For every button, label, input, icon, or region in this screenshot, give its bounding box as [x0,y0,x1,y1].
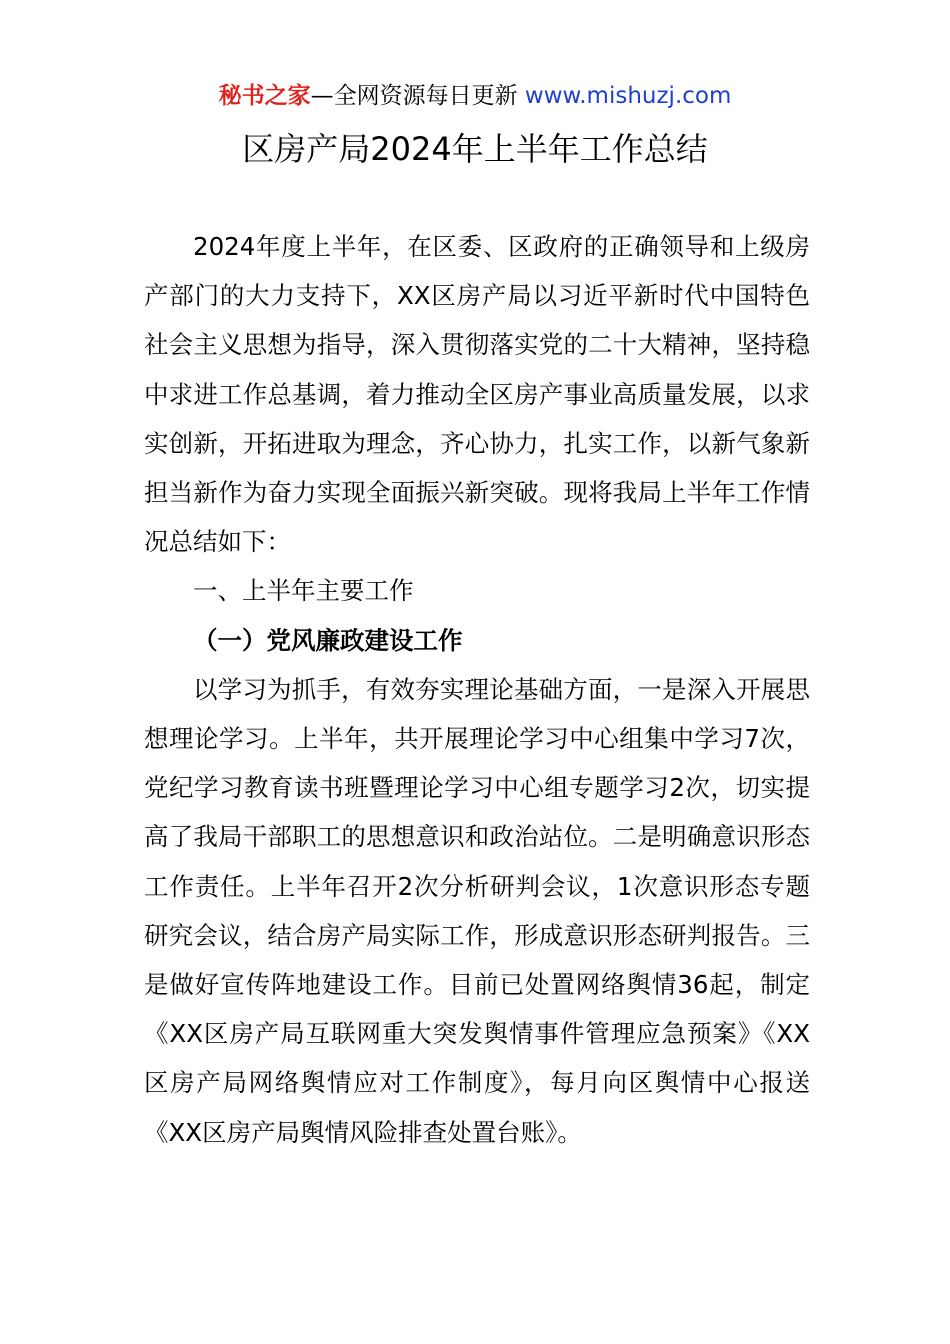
document-title: 区房产局2024年上半年工作总结 [242,130,708,168]
subsection-paragraph: 以学习为抓手，有效夯实理论基础方面，一是深入开展思想理论学习。上半年，共开展理论学习中心组集中学习7次，党纪学习教育读书班暨理论学习中心组专题学习2次，切实提高了我局干部职工的思想意识和政治站位。二是明确意识形态工作责任。上半年召开2次分析研判会议，1次意识形态专题研究会议，结合房产局实际工作，形成意识形态研判报告。三是做好宣传阵地建设工作。目前已处置网络舆情36起，制定《XX区房产局互联网重大突发舆情事件管理应急预案》《XX区房产局网络舆情应对工作制度》，每月向区舆情中心报送《XX区房产局舆情风险排查处置台账》。 [144,674,810,1147]
subsection-heading: （一）党风廉政建设工作 [193,625,463,655]
brand-name: 秘书之家 [218,83,311,109]
document-body [144,222,810,1157]
site-url-link[interactable]: www.mishuzj.com [524,83,732,109]
section-heading: 一、上半年主要工作 [193,576,414,606]
intro-paragraph: 2024年度上半年，在区委、区政府的正确领导和上级房产部门的大力支持下，XX区房产局以习近平新时代中国特色社会主义思想为指导，深入贯彻落实党的二十大精神，坚持稳中求进工作总基调，着力推动全区房产事业高质量发展，以求实创新，开拓进取为理念，齐心协力，扎实工作，以新气象新担当新作为奋力实现全面振兴新突破。现将我局上半年工作情况总结如下： [144,232,810,557]
header-banner [0,80,950,112]
header-tagline: —全网资源每日更新 [310,83,518,109]
